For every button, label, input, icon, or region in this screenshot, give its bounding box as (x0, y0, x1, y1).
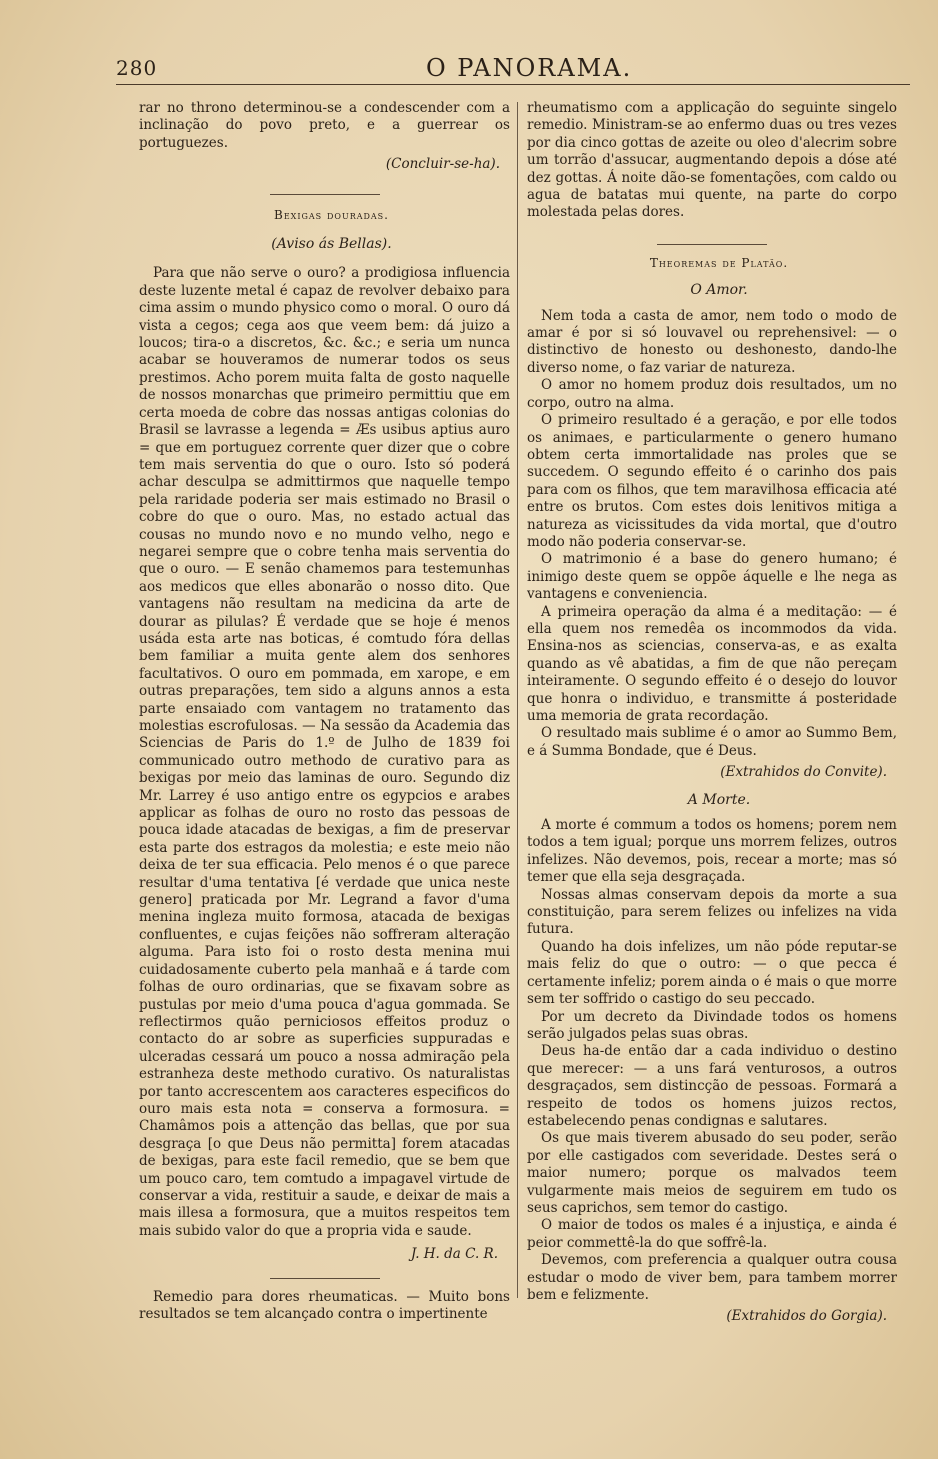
morte-paragraph: Nossas almas conservam depois da morte a sua constituição, para serem felizes ou infelizes na vida futura. (527, 886, 897, 938)
amor-paragraph: O amor no homem produz dois resultados, um no corpo, outro na alma. (527, 377, 897, 411)
morte-paragraph: Quando ha dois infelizes, um não póde reputar-se mais feliz do que o outro: — o que pecca é certamente infeliz; porem ainda o é mais o que morre sem ter soffrido o castigo do seu peccado. (527, 938, 897, 1008)
intro-paragraph: rar no throno determinou-se a condescender com a inclinação do povo preto, e a guerrear os portuguezes. (139, 100, 510, 151)
morte-signature: (Extrahidos do Gorgia). (726, 1308, 887, 1325)
article-body: Para que não serve o ouro? a prodigiosa influencia deste luzente metal é capaz de revolver debaixo para cima assim o mundo physico como o moral. O ouro dá vista a cegos; cega aos que veem bem: dá juizo a loucos; tira-o a discretos, &c. &c.; e seria um nunca acabar se houveramos de numerar todos os seus prestimos. Acho porem muita falta de gosto naquelle de nossos monarchas que primeiro permittiu que em certa moeda de cobre das nossas antigas colonias do Brasil se lavrasse a legenda = Æs usibus aptius auro = que em portuguez corrente quer dizer que o cobre tem mais serventia do que o ouro. Isto só poderá achar desculpa se admittirmos que naquelle tempo pela raridade poderia ser mais estimado no Brasil o cobre do que o ouro. Mas, no estado actual das cousas no mundo novo e no mundo velho, nego e negarei sempre que o cobre tenha mais serventia do que o ouro. — E senão chamemos para testemunhas aos medicos que elles abonarão o nosso dito. Que vantagens não resultam na medicina da arte de dourar as pilulas? É verdade que se hoje é menos usáda esta arte nas boticas, é comtudo fóra dellas bem familiar a muita gente alem dos senhores facultativos. O ouro em pommada, em xarope, e em outras preparações, tem sido a alguns annos a esta parte ensaiado com vantagem no tratamento das molestias escrofulosas. — Na sessão da Academia das Sciencias de Paris do 1.º de Julho de 1839 foi communicado outro methodo de curativo para as bexigas por meio das laminas de ouro. Segundo diz Mr. Larrey é uso antigo entre os egypcios e arabes applicar as folhas de ouro no rosto das pessoas de pouca idade atacadas de bexigas, a fim de preservar esta parte dos estragos da molestia; e este meio não deixa de ter sua efficacia. Pelo menos é o que parece resultar d'uma tentativa [é verdade que unica neste genero] praticada por Mr. Legrand a favor d'uma menina ingleza muito formosa, atacada de bexigas confluentes, e cujas feições não soffreram alteração alguma. Para isto foi o rosto desta menina mui cuidadosamente cuberto pela manhaã e á tarde com folhas de ouro ordinarias, que se fixavam sobre as pustulas por meio d'uma pouca d'agua gommada. Se reflectirmos quão perniciosos effeitos produz o contacto do ar sobre as superficies suppuradas e ulceradas cessará um pouco a nossa admiração pela estranheza deste methodo curativo. Os naturalistas por tanto accrescentem aos caracteres especificos do ouro mais esta nota = conserva a formosura. = Chamâmos pois a attenção das bellas, que por sua desgraça [o que Deus não permitta] forem atacadas de bexigas, para este facil remedio, que se bem que um pouco caro, tem comtudo a impagavel virtude de conservar a vida, restituir a saude, e deixar de mais a mais illesa a formosura, que a muitos respeitos tem mais subido valor do que a propria vida e saude. (139, 265, 510, 1239)
amor-signature: (Extrahidos do Convite). (720, 764, 887, 781)
amor-subtitle: O Amor. (690, 282, 748, 299)
theoremas-title: Theoremas de Platão. (649, 255, 789, 270)
morte-paragraph: O maior de todos os males é a injustiça, e ainda é peior commettê-la do que soffrê-la. (527, 1217, 897, 1251)
page-number: 280 (116, 56, 158, 80)
right-column (527, 100, 897, 1326)
morte-paragraph: Devemos, com preferencia a qualquer outra cousa estudar o modo de viver bem, para tambem morrer bem e felizmente. (527, 1252, 897, 1303)
amor-paragraph: O resultado mais sublime é o amor ao Summo Bem, e á Summa Bondade, que é Deus. (527, 725, 897, 759)
amor-paragraph: Nem toda a casta de amor, nem todo o modo de amar é por si só louvavel ou reprehensivel: — o distinctivo de honesto ou deshonesto, dando-lhe diverso nome, o faz variar de natureza. (527, 307, 897, 376)
morte-subtitle: A Morte. (687, 791, 751, 808)
amor-paragraph: O matrimonio é a base do genero humano; é inimigo deste quem se oppõe áquelle e lhe nega as vantagens e conveniencia. (527, 551, 897, 603)
column-divider (517, 102, 518, 1298)
article-signature: J. H. da C. R. (410, 1246, 498, 1263)
morte-paragraph: A morte é commum a todos os homens; porem nem todos a tem igual; porque uns morrem felizes, outros infelizes. Não devemos, pois, recear a morte; mas só temer que ella seja desgraçada. (527, 817, 897, 886)
amor-paragraph: O primeiro resultado é a geração, e por elle todos os animaes, e particularmente o genero humano obtem certa immortalidade nas proles que se succedem. O segundo effeito é o carinho dos pais para com os filhos, que tem maravilhosa efficacia até entre os brutos. Com estes dois lenitivos mitiga a natureza as vicissitudes da vida mortal, que d'outro modo não poderia conservar-se. (527, 412, 897, 550)
intro-signature: (Concluir-se-ha). (385, 156, 500, 173)
article-title: Bexigas douradas. (274, 207, 389, 222)
remedio-paragraph: Remedio para dores rheumaticas. — Muito bons resultados se tem alcançado contra o impertinente (139, 1288, 510, 1322)
page-header (116, 54, 916, 84)
running-title: O PANORAMA. (426, 54, 633, 82)
left-column (139, 100, 510, 1323)
header-rule (116, 84, 910, 85)
morte-paragraph: Por um decreto da Divindade todos os homens serão julgados pelas suas obras. (527, 1008, 897, 1042)
remedio-continuation: rheumatismo com a applicação do seguinte singelo remedio. Ministram-se ao enfermo duas ou tres vezes por dia cinco gottas de azeite ou oleo d'alecrim sobre um torrão d'assucar, augmentando depois a dóse até dez gottas. Á noite dão-se fomentações, com caldo ou agua de batatas mui quente, na parte do corpo molestada pelas dores. (527, 100, 897, 221)
morte-paragraph: Deus ha-de então dar a cada individuo o destino que merecer: — a uns fará venturosos, a outros desgraçados, sem distincção de pessoas. Formará a respeito de todos os homens juizos rectos, estabelecendo penas condignas e salutares. (527, 1043, 897, 1129)
morte-paragraph: Os que mais tiverem abusado do seu poder, serão por elle castigados com severidade. Destes será o maior numero; porque os malvados teem vulgarmente mais meios de seguirem em tudo os seus caprichos, sem temor do castigo. (527, 1130, 897, 1216)
amor-paragraph: A primeira operação da alma é a meditação: — é ella quem nos remedêa os incommodos da vida. Ensina-nos as sciencias, conserva-as, e as exalta quando as vê abatidas, a fim de que não pereçam inteiramente. O segundo effeito é o desejo do louvor que honra o individuo, e transmitte á posteridade uma memoria de grata recordação. (527, 603, 897, 724)
article-subtitle: (Aviso ás Bellas). (271, 236, 392, 253)
